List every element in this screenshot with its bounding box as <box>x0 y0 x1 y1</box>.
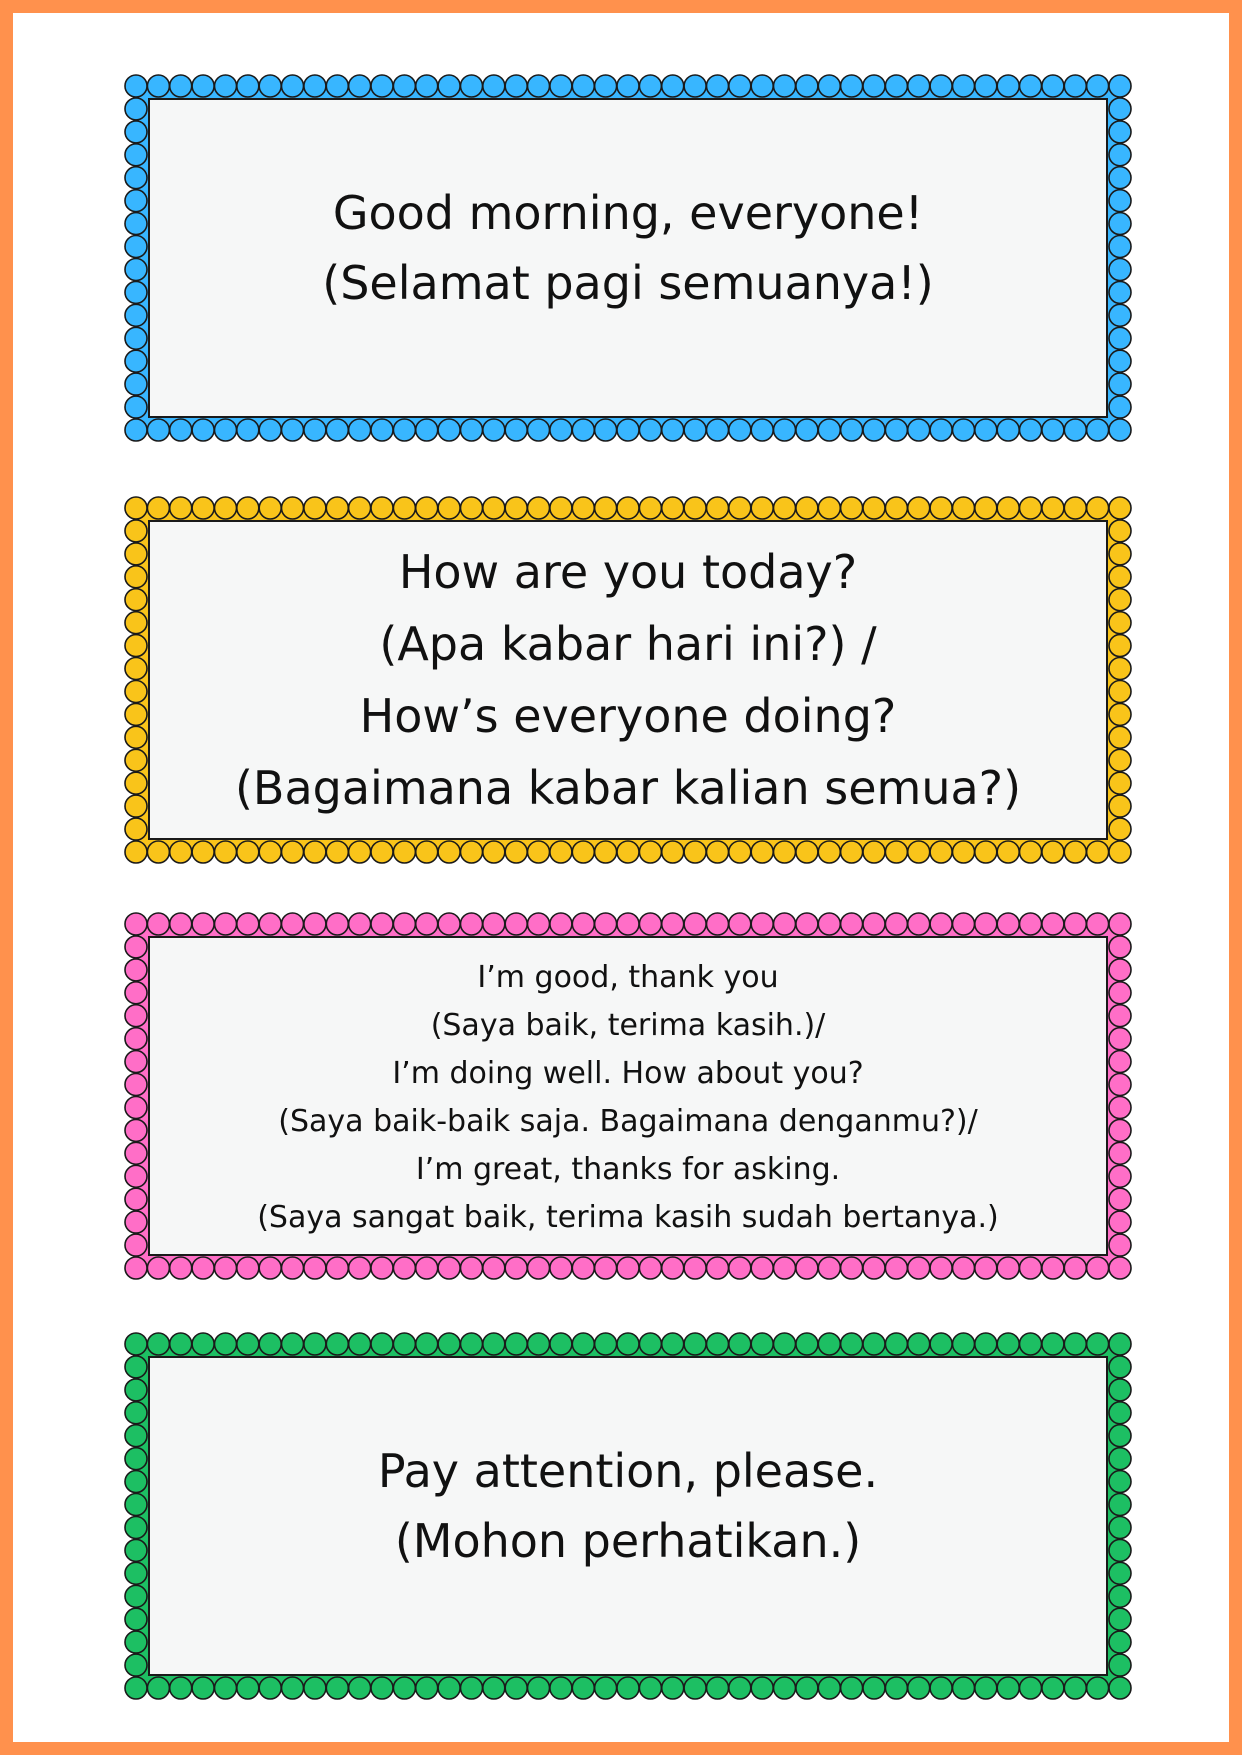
phrase-card-pay-attention <box>124 1332 1132 1700</box>
english-phrase: I’m doing well. How about you? <box>392 1056 864 1091</box>
indonesian-translation: (Saya sangat baik, terima kasih sudah bertanya.) <box>257 1200 999 1235</box>
indonesian-translation: (Selamat pagi semuanya!) <box>322 256 934 310</box>
indonesian-translation: (Saya baik-baik saja. Bagaimana denganmu?)/ <box>278 1104 978 1139</box>
english-phrase: I’m great, thanks for asking. <box>415 1152 841 1187</box>
card-text-panel <box>148 1356 1108 1676</box>
phrase-card-how-are-you <box>124 496 1132 864</box>
english-phrase: Pay attention, please. <box>377 1444 879 1498</box>
indonesian-translation: (Saya baik, terima kasih.)/ <box>430 1008 826 1043</box>
card-text-panel <box>148 936 1108 1256</box>
indonesian-translation: (Apa kabar hari ini?) / <box>379 617 877 671</box>
english-phrase: I’m good, thank you <box>477 960 779 995</box>
phrase-card-good-morning <box>124 74 1132 442</box>
card-text-panel <box>148 98 1108 418</box>
english-phrase: Good morning, everyone! <box>332 186 924 240</box>
english-phrase: How’s everyone doing? <box>359 689 897 743</box>
indonesian-translation: (Mohon perhatikan.) <box>394 1514 862 1568</box>
indonesian-translation: (Bagaimana kabar kalian semua?) <box>234 761 1022 815</box>
card-text-panel <box>148 520 1108 840</box>
phrase-card-responses <box>124 912 1132 1280</box>
english-phrase: How are you today? <box>398 545 858 599</box>
